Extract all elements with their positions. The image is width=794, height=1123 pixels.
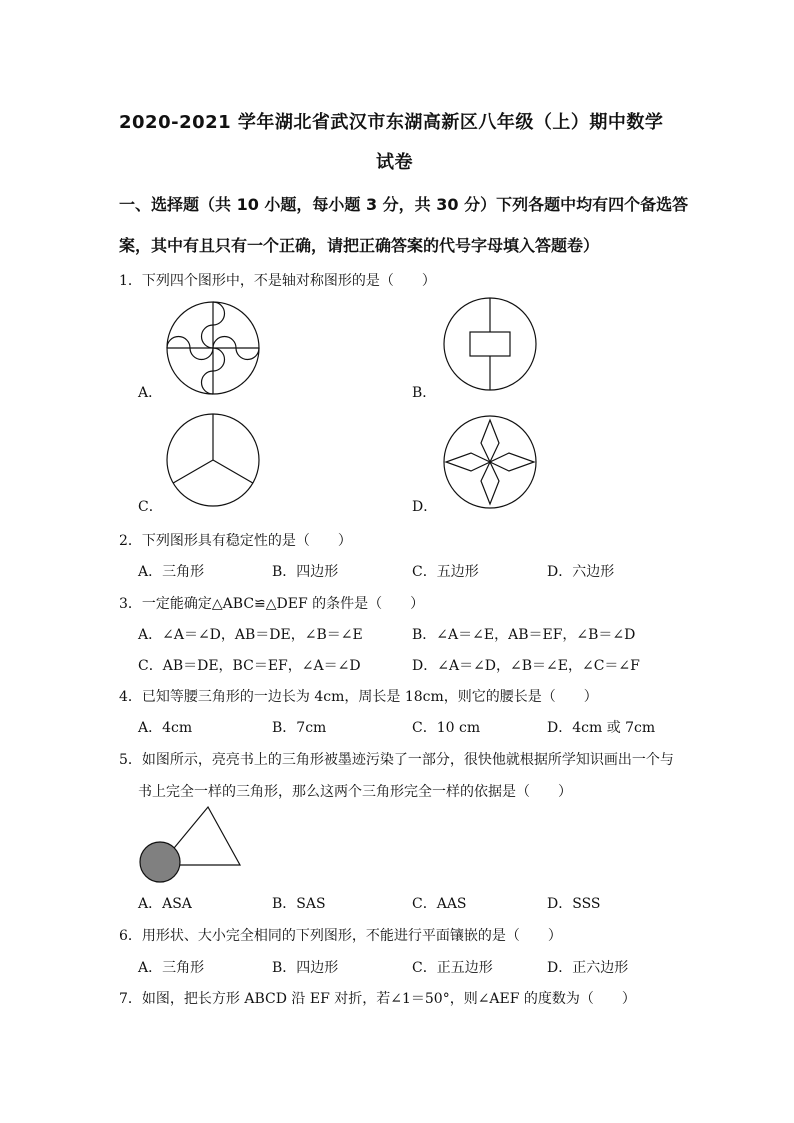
question-3-stem: 3．一定能确定△ABC≌△DEF 的条件是（ ）	[119, 596, 425, 612]
question-6-option-c: C．正五边形	[412, 960, 493, 976]
figure-a-label: A．	[138, 385, 163, 401]
question-5-option-c: C．AAS	[412, 896, 467, 912]
question-6-option-d: D．正六边形	[547, 960, 629, 976]
section-heading-line1: 一、选择题（共 10 小题，每小题 3 分，共 30 分）下列各题中均有四个备选答	[119, 195, 689, 214]
question-4-option-a: A．4cm	[138, 720, 193, 736]
question-6-option-a: A．三角形	[138, 960, 205, 976]
question-5-option-b: B．SAS	[272, 896, 326, 912]
question-4-option-d: D．4cm 或 7cm	[547, 720, 656, 736]
question-1-stem: 1．下列四个图形中，不是轴对称图形的是（ ）	[119, 273, 436, 289]
page-title-line1: 2020-2021 学年湖北省武汉市东湖高新区八年级（上）期中数学	[119, 112, 664, 133]
question-2-option-d: D．六边形	[547, 564, 615, 580]
question-5-option-a: A．ASA	[138, 896, 192, 912]
figure-b-label: B．	[412, 385, 437, 401]
figure-d-four-rhombi	[442, 414, 538, 510]
question-5-stem-line2: 书上完全一样的三角形，那么这两个三角形完全一样的依据是（ ）	[138, 784, 572, 800]
question-3-option-d: D．∠A＝∠D，∠B＝∠E，∠C＝∠F	[412, 658, 640, 674]
question-2-option-b: B．四边形	[272, 564, 339, 580]
question-6-option-b: B．四边形	[272, 960, 339, 976]
figure-c-label: C．	[138, 499, 163, 515]
question-2-stem: 2．下列图形具有稳定性的是（ ）	[119, 533, 352, 549]
figure-triangle-with-ink-blot	[138, 805, 248, 875]
question-4-option-c: C．10 cm	[412, 720, 481, 736]
figure-a-pinwheel	[165, 300, 261, 396]
section-heading-line2: 案，其中有且只有一个正确，请把正确答案的代号字母填入答题卷）	[119, 236, 600, 255]
question-5-option-d: D．SSS	[547, 896, 601, 912]
question-3-option-b: B．∠A＝∠E，AB＝EF，∠B＝∠D	[412, 627, 636, 643]
question-3-option-a: A．∠A＝∠D，AB＝DE，∠B＝∠E	[138, 627, 363, 643]
figure-b-circle-rectangle	[442, 296, 538, 392]
question-6-stem: 6．用形状、大小完全相同的下列图形，不能进行平面镶嵌的是（ ）	[119, 928, 562, 944]
figure-d-label: D．	[412, 499, 438, 515]
page-title-line2: 试卷	[376, 152, 413, 173]
question-4-option-b: B．7cm	[272, 720, 327, 736]
question-5-stem-line1: 5．如图所示，亮亮书上的三角形被墨迹污染了一部分，很快他就根据所学知识画出一个与	[119, 752, 674, 768]
question-3-option-c: C．AB＝DE，BC＝EF，∠A＝∠D	[138, 658, 361, 674]
ink-blot	[140, 842, 180, 882]
question-4-stem: 4．已知等腰三角形的一边长为 4cm，周长是 18cm，则它的腰长是（ ）	[119, 689, 598, 705]
figure-c-three-sectors	[165, 412, 261, 508]
question-2-option-c: C．五边形	[412, 564, 479, 580]
question-2-option-a: A．三角形	[138, 564, 205, 580]
question-7-stem: 7．如图，把长方形 ABCD 沿 EF 对折，若∠1＝50°，则∠AEF 的度数为（ ）	[119, 991, 636, 1007]
